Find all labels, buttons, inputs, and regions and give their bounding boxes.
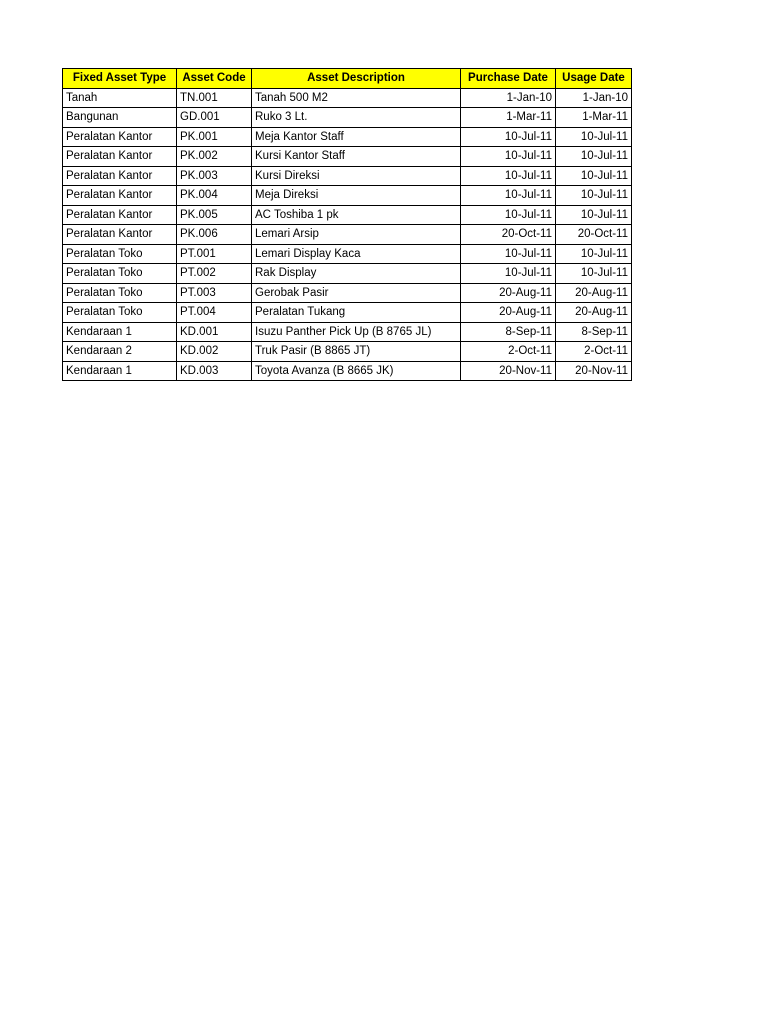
cell-fixed-asset-type: Kendaraan 1 [63,322,177,342]
cell-asset-description: AC Toshiba 1 pk [252,205,461,225]
fixed-asset-table [62,68,632,381]
table-row [63,361,632,381]
cell-fixed-asset-type: Peralatan Toko [63,264,177,284]
cell-purchase-date: 1-Jan-10 [461,88,556,108]
cell-usage-date: 10-Jul-11 [556,186,632,206]
cell-purchase-date: 1-Mar-11 [461,108,556,128]
cell-asset-description: Kursi Direksi [252,166,461,186]
table-row [63,283,632,303]
cell-purchase-date: 10-Jul-11 [461,205,556,225]
cell-asset-description: Toyota Avanza (B 8665 JK) [252,361,461,381]
cell-purchase-date: 20-Aug-11 [461,283,556,303]
table-row [63,147,632,167]
cell-asset-description: Meja Direksi [252,186,461,206]
cell-asset-code: GD.001 [177,108,252,128]
cell-usage-date: 20-Aug-11 [556,283,632,303]
cell-purchase-date: 10-Jul-11 [461,264,556,284]
cell-fixed-asset-type: Peralatan Kantor [63,186,177,206]
cell-usage-date: 8-Sep-11 [556,322,632,342]
fixed-asset-sheet [62,68,632,381]
cell-asset-code: KD.001 [177,322,252,342]
cell-purchase-date: 8-Sep-11 [461,322,556,342]
cell-usage-date: 1-Jan-10 [556,88,632,108]
cell-fixed-asset-type: Peralatan Kantor [63,205,177,225]
cell-fixed-asset-type: Peralatan Toko [63,244,177,264]
cell-asset-description: Rak Display [252,264,461,284]
table-row [63,166,632,186]
cell-usage-date: 1-Mar-11 [556,108,632,128]
cell-fixed-asset-type: Kendaraan 2 [63,342,177,362]
cell-asset-description: Gerobak Pasir [252,283,461,303]
table-row [63,127,632,147]
cell-usage-date: 10-Jul-11 [556,166,632,186]
table-row [63,264,632,284]
cell-fixed-asset-type: Bangunan [63,108,177,128]
table-row [63,225,632,245]
table-row [63,342,632,362]
cell-usage-date: 20-Nov-11 [556,361,632,381]
cell-purchase-date: 2-Oct-11 [461,342,556,362]
cell-fixed-asset-type: Kendaraan 1 [63,361,177,381]
cell-asset-code: PK.006 [177,225,252,245]
header-row [63,69,632,89]
cell-asset-description: Isuzu Panther Pick Up (B 8765 JL) [252,322,461,342]
cell-usage-date: 10-Jul-11 [556,127,632,147]
table-body [63,88,632,381]
cell-usage-date: 10-Jul-11 [556,205,632,225]
cell-fixed-asset-type: Peralatan Toko [63,303,177,323]
cell-fixed-asset-type: Peralatan Kantor [63,166,177,186]
cell-purchase-date: 10-Jul-11 [461,147,556,167]
header-purchase-date: Purchase Date [461,69,556,89]
cell-usage-date: 10-Jul-11 [556,244,632,264]
cell-asset-code: PK.002 [177,147,252,167]
table-row [63,303,632,323]
table-row [63,205,632,225]
cell-fixed-asset-type: Tanah [63,88,177,108]
cell-asset-description: Meja Kantor Staff [252,127,461,147]
cell-purchase-date: 10-Jul-11 [461,244,556,264]
cell-usage-date: 20-Oct-11 [556,225,632,245]
header-usage-date: Usage Date [556,69,632,89]
cell-fixed-asset-type: Peralatan Kantor [63,127,177,147]
header-fixed-asset-type: Fixed Asset Type [63,69,177,89]
cell-asset-code: TN.001 [177,88,252,108]
cell-asset-code: PT.002 [177,264,252,284]
cell-asset-code: PK.001 [177,127,252,147]
cell-purchase-date: 10-Jul-11 [461,186,556,206]
cell-asset-code: PT.003 [177,283,252,303]
header-asset-code: Asset Code [177,69,252,89]
cell-asset-description: Peralatan Tukang [252,303,461,323]
cell-asset-code: PT.001 [177,244,252,264]
cell-asset-code: PK.004 [177,186,252,206]
cell-purchase-date: 10-Jul-11 [461,166,556,186]
table-row [63,322,632,342]
cell-usage-date: 10-Jul-11 [556,147,632,167]
cell-usage-date: 10-Jul-11 [556,264,632,284]
cell-fixed-asset-type: Peralatan Kantor [63,225,177,245]
cell-asset-code: KD.003 [177,361,252,381]
cell-asset-description: Lemari Arsip [252,225,461,245]
cell-fixed-asset-type: Peralatan Kantor [63,147,177,167]
cell-asset-code: PK.005 [177,205,252,225]
table-row [63,186,632,206]
table-row [63,244,632,264]
header-asset-description: Asset Description [252,69,461,89]
cell-purchase-date: 20-Nov-11 [461,361,556,381]
cell-asset-description: Lemari Display Kaca [252,244,461,264]
cell-asset-description: Truk Pasir (B 8865 JT) [252,342,461,362]
cell-purchase-date: 20-Oct-11 [461,225,556,245]
table-row [63,108,632,128]
cell-asset-description: Tanah 500 M2 [252,88,461,108]
table-row [63,88,632,108]
cell-asset-code: PT.004 [177,303,252,323]
cell-purchase-date: 10-Jul-11 [461,127,556,147]
cell-asset-description: Kursi Kantor Staff [252,147,461,167]
cell-asset-code: KD.002 [177,342,252,362]
cell-usage-date: 2-Oct-11 [556,342,632,362]
cell-asset-description: Ruko 3 Lt. [252,108,461,128]
cell-asset-code: PK.003 [177,166,252,186]
cell-fixed-asset-type: Peralatan Toko [63,283,177,303]
cell-purchase-date: 20-Aug-11 [461,303,556,323]
cell-usage-date: 20-Aug-11 [556,303,632,323]
